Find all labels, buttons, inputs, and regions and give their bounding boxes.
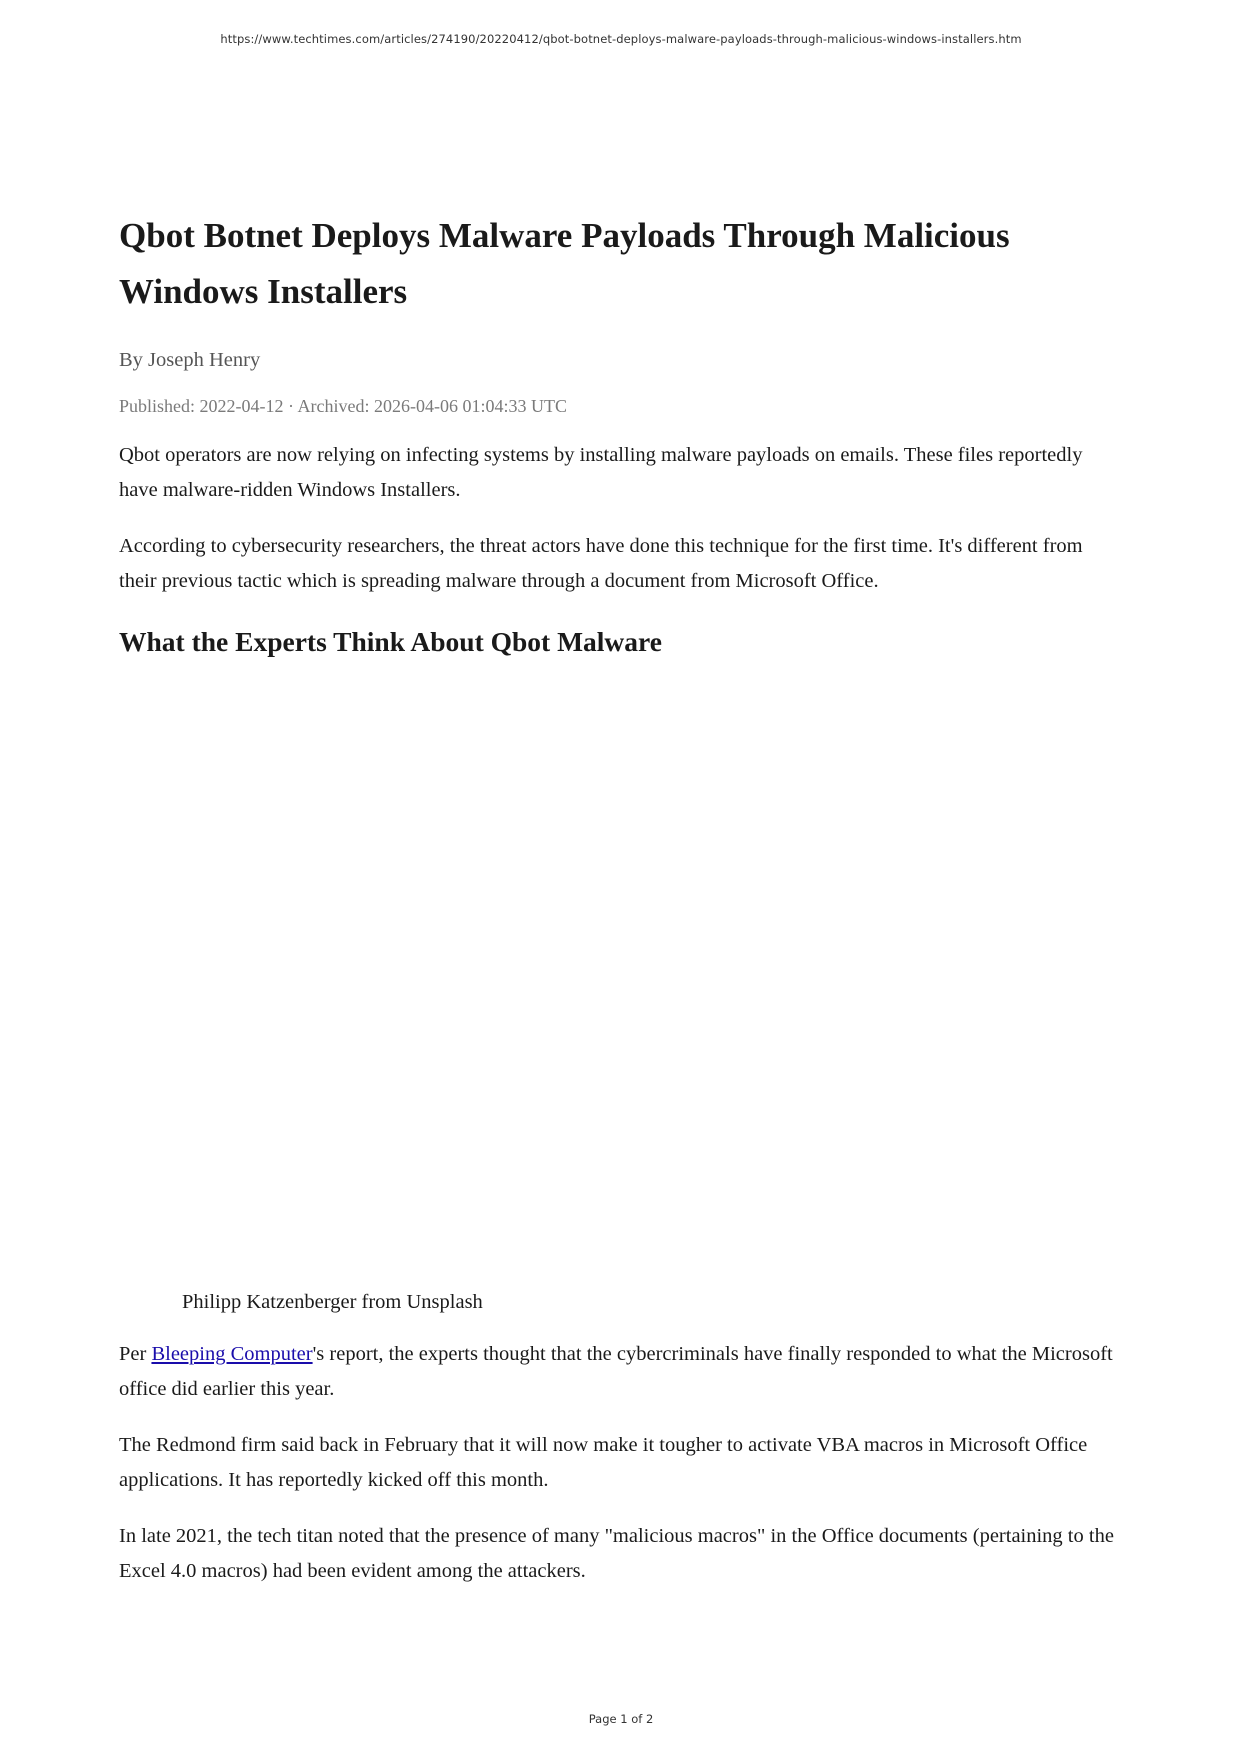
paragraph-1: Qbot operators are now relying on infecting systems by installing malware payloads on emails. These files reportedly have malware-ridden Windows Installers.	[119, 444, 1083, 501]
paragraph-4: The Redmond firm said back in February that it will now make it tougher to activate VBA macros in Microsoft Office applications. It has reportedly kicked off this month.	[119, 1434, 1088, 1491]
bleeping-computer-link[interactable]: Bleeping Computer	[151, 1343, 313, 1365]
paragraph-2: According to cybersecurity researchers, the threat actors have done this technique for the first time. It's different from their previous tactic which is spreading malware through a document from Microsoft Office.	[119, 535, 1083, 592]
article-meta: Published: 2022-04-12 · Archived: 2026-04-06 01:04:33 UTC	[119, 396, 567, 416]
page-url: https://www.techtimes.com/articles/274190/20220412/qbot-botnet-deploys-malware-payloads-through-malicious-windows-installers.htm	[220, 32, 1022, 46]
image-caption: Philipp Katzenberger from Unsplash	[182, 1291, 483, 1313]
paragraph-5: In late 2021, the tech titan noted that the presence of many "malicious macros" in the Office documents (pertaining to the Excel 4.0 macros) had been evident among the attackers.	[119, 1525, 1114, 1582]
article-byline: By Joseph Henry	[119, 349, 261, 371]
section-heading: What the Experts Think About Qbot Malware	[119, 626, 662, 657]
paragraph-3-suffix: 's report, the experts thought that the cybercriminals have finally responded to what the Microsoft office did earlier this year.	[119, 1343, 1113, 1400]
paragraph-3-prefix: Per	[119, 1343, 152, 1365]
article-title: Qbot Botnet Deploys Malware Payloads Through Malicious Windows Installers	[119, 216, 1010, 311]
paragraph-3	[119, 1337, 1124, 1407]
article	[119, 208, 1124, 1589]
article-image	[119, 662, 1124, 1288]
page-number: Page 1 of 2	[588, 1712, 654, 1726]
